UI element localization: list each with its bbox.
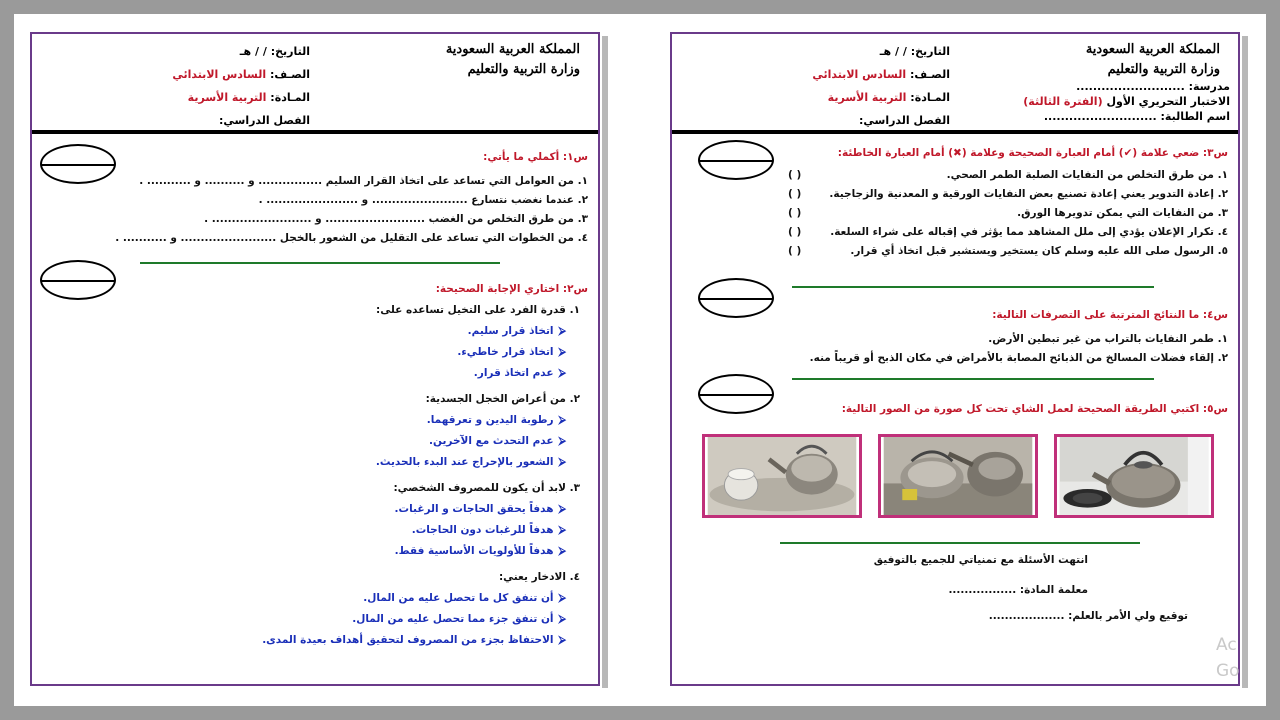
q3-item: ١. من طرق التخلص من النفايات الصلبة الطمر الصحي. ( ) xyxy=(788,166,1228,185)
header-info-block xyxy=(40,40,310,132)
header-logo-block xyxy=(360,40,590,80)
tea-tray-image xyxy=(705,437,859,515)
score-oval xyxy=(698,278,774,318)
answer-box[interactable]: ( ) xyxy=(788,245,802,257)
answer-box[interactable]: ( ) xyxy=(788,226,802,238)
q2-option: ⮚أن تنفق جزء مما تحصل عليه من المال. xyxy=(352,613,566,625)
page-header xyxy=(672,34,1238,132)
arrow-bullet-icon: ⮚ xyxy=(558,435,566,447)
arrow-bullet-icon: ⮚ xyxy=(558,456,566,468)
q2-stem: ٢. من أعراض الخجل الجسدية: xyxy=(425,393,580,405)
q2-option: ⮚أن تنفق كل ما تحصل عليه من المال. xyxy=(363,592,566,604)
activation-watermark: Ac Go xyxy=(1216,635,1240,681)
arrow-bullet-icon: ⮚ xyxy=(558,634,566,646)
section-divider xyxy=(792,378,1154,380)
question-4-title: س٤: ما النتائج المترتبة على التصرفات التالية: xyxy=(992,309,1228,321)
q2-option: ⮚اتخاذ قرار خاطيء. xyxy=(457,346,566,358)
score-oval xyxy=(40,260,116,300)
ministry-logo-line2: وزارة التربية والتعليم xyxy=(1107,62,1220,77)
q2-option: ⮚الشعور بالإحراج عند البدء بالحديث. xyxy=(375,456,566,468)
q2-option: ⮚رطوبة اليدين و تعرقهما. xyxy=(426,414,566,426)
q2-option: ⮚اتخاذ قرار سليم. xyxy=(467,325,566,337)
q2-option: ⮚الاحتفاظ بجزء من المصروف لتحقيق أهداف بعيدة المدى. xyxy=(262,634,566,646)
teacher-signature-label: معلمة المادة: ................. xyxy=(948,584,1088,596)
arrow-bullet-icon: ⮚ xyxy=(558,524,566,536)
question-4 xyxy=(788,304,1228,368)
q2-stem: ١. قدرة الفرد على التخيل تساعده على: xyxy=(376,304,580,316)
q2-option: ⮚عدم التحدث مع الآخرين. xyxy=(429,435,566,447)
ministry-logo-line2: وزارة التربية والتعليم xyxy=(467,62,580,77)
score-oval xyxy=(40,144,116,184)
question-3-title: س٣: ضعي علامة (✔) أمام العبارة الصحيحة وعلامة (✖) أمام العبارة الخاطئة: xyxy=(837,147,1228,159)
document-viewer-canvas xyxy=(14,14,1266,706)
exam-page-1 xyxy=(670,32,1240,686)
question-2 xyxy=(118,278,588,651)
ministry-logo-line1: المملكة العربية السعودية xyxy=(1085,42,1220,57)
teapot-on-stove-image xyxy=(1057,437,1211,515)
q2-option: ⮚هدفاً يحقق الحاجات و الرغبات. xyxy=(394,503,566,515)
semester-label: الفصل الدراسي: xyxy=(218,114,310,127)
q1-item: ٣. من طرق التخلص من الغضب ......................... و ......................... . xyxy=(204,213,588,225)
arrow-bullet-icon: ⮚ xyxy=(558,414,566,426)
answer-box[interactable]: ( ) xyxy=(788,169,802,181)
q1-item: ١. من العوامل التي تساعد على اتخاذ القرار السليم ................ و .......... و ........... . xyxy=(139,175,588,187)
grade-label: الصـف: xyxy=(270,68,310,81)
grade-value: السادس الابتدائي xyxy=(172,68,267,81)
question-5 xyxy=(788,398,1228,420)
question-1 xyxy=(115,146,588,248)
subject-label: المـادة: xyxy=(270,91,310,104)
arrow-bullet-icon: ⮚ xyxy=(558,592,566,604)
score-oval xyxy=(698,140,774,180)
page-header xyxy=(32,34,598,132)
arrow-bullet-icon: ⮚ xyxy=(558,613,566,625)
arrow-bullet-icon: ⮚ xyxy=(558,367,566,379)
answer-box[interactable]: ( ) xyxy=(788,188,802,200)
question-5-title: س٥: اكتبي الطريقة الصحيحة لعمل الشاي تحت كل صورة من الصور التالية: xyxy=(841,403,1228,415)
question-3 xyxy=(788,142,1228,261)
q3-item: ٤. تكرار الإعلان يؤدي إلى ملل المشاهد مما يؤثر في إقباله على شراء السلعة. ( ) xyxy=(788,223,1228,242)
arrow-bullet-icon: ⮚ xyxy=(558,503,566,515)
school-label: مدرسة: .......................... xyxy=(1076,80,1230,93)
closing-message: انتهت الأسئلة مع تمنياتي للجميع بالتوفيق xyxy=(873,554,1088,566)
date-label: التاريخ: xyxy=(910,45,950,58)
score-oval xyxy=(698,374,774,414)
q2-option: ⮚عدم اتخاذ قرار. xyxy=(473,367,566,379)
date-label: التاريخ: xyxy=(270,45,310,58)
page-shadow xyxy=(1242,36,1248,688)
grade-label: الصـف: xyxy=(910,68,950,81)
q4-item: ٢. إلقاء فضلات المسالخ من الذبائح المصابة بالأمراض في مكان الذبح أو قريباً منه. xyxy=(809,352,1228,364)
q1-item: ٤. من الخطوات التي تساعد على التقليل من الشعور بالخجل ........................ و ........... . xyxy=(115,232,588,244)
question-2-title: س٢: اختاري الإجابة الصحيحة: xyxy=(435,283,588,295)
semester-label: الفصل الدراسي: xyxy=(858,114,950,127)
exam-page-2 xyxy=(30,32,600,686)
section-divider xyxy=(792,286,1154,288)
tea-tray-photo xyxy=(702,434,862,518)
subject-label: المـادة: xyxy=(910,91,950,104)
section-divider xyxy=(140,262,500,264)
ministry-logo-line1: المملكة العربية السعودية xyxy=(445,42,580,57)
q2-stem: ٣. لابد أن يكون للمصروف الشخصي: xyxy=(393,482,580,494)
q1-item: ٢. عندما نغضب نتسارع ........................ و ....................... . xyxy=(258,194,588,206)
subject-value: التربية الأسرية xyxy=(827,91,907,104)
header-info-block xyxy=(680,40,950,132)
q3-item: ٣. من النفايات التي يمكن تدويرها الورق. ( ) xyxy=(788,204,1228,223)
grade-value: السادس الابتدائي xyxy=(812,68,907,81)
arrow-bullet-icon: ⮚ xyxy=(558,325,566,337)
q2-option: ⮚هدفاً للرغبات دون الحاجات. xyxy=(411,524,566,536)
header-divider xyxy=(672,130,1238,134)
q3-item: ٥. الرسول صلى الله عليه وسلم كان يستخير ويستشير قبل اتخاذ أي قرار. ( ) xyxy=(788,242,1228,261)
question-1-title: س١: أكملي ما يأتي: xyxy=(483,151,588,163)
student-name-label: اسم الطالبة: ........................... xyxy=(1043,110,1230,123)
q4-item: ١. طمر النفايات بالتراب من غير تبطين الأرض. xyxy=(988,333,1228,345)
q2-stem: ٤. الادخار يعني: xyxy=(498,571,580,583)
guardian-signature-label: توقيع ولي الأمر بالعلم: ................... xyxy=(988,610,1188,622)
exam-title-line: الاختبار التحريري الأول (الفترة الثالثة) xyxy=(1023,95,1230,108)
page-shadow xyxy=(602,36,608,688)
section-divider xyxy=(780,542,1140,544)
date-value: / / هـ xyxy=(879,45,907,58)
q3-item: ٢. إعادة التدوير يعني إعادة تصنيع بعض النفايات الورقية و المعدنية والزجاجية. ( ) xyxy=(788,185,1228,204)
q2-option: ⮚هدفاً للأولويات الأساسية فقط. xyxy=(394,545,566,557)
header-logo-block xyxy=(1000,40,1230,124)
pouring-teapot-photo xyxy=(878,434,1038,518)
answer-box[interactable]: ( ) xyxy=(788,207,802,219)
header-divider xyxy=(32,130,598,134)
teapot-on-stove-photo xyxy=(1054,434,1214,518)
subject-value: التربية الأسرية xyxy=(187,91,267,104)
arrow-bullet-icon: ⮚ xyxy=(558,545,566,557)
pouring-teapot-image xyxy=(881,437,1035,515)
arrow-bullet-icon: ⮚ xyxy=(558,346,566,358)
date-value: / / هـ xyxy=(239,45,267,58)
